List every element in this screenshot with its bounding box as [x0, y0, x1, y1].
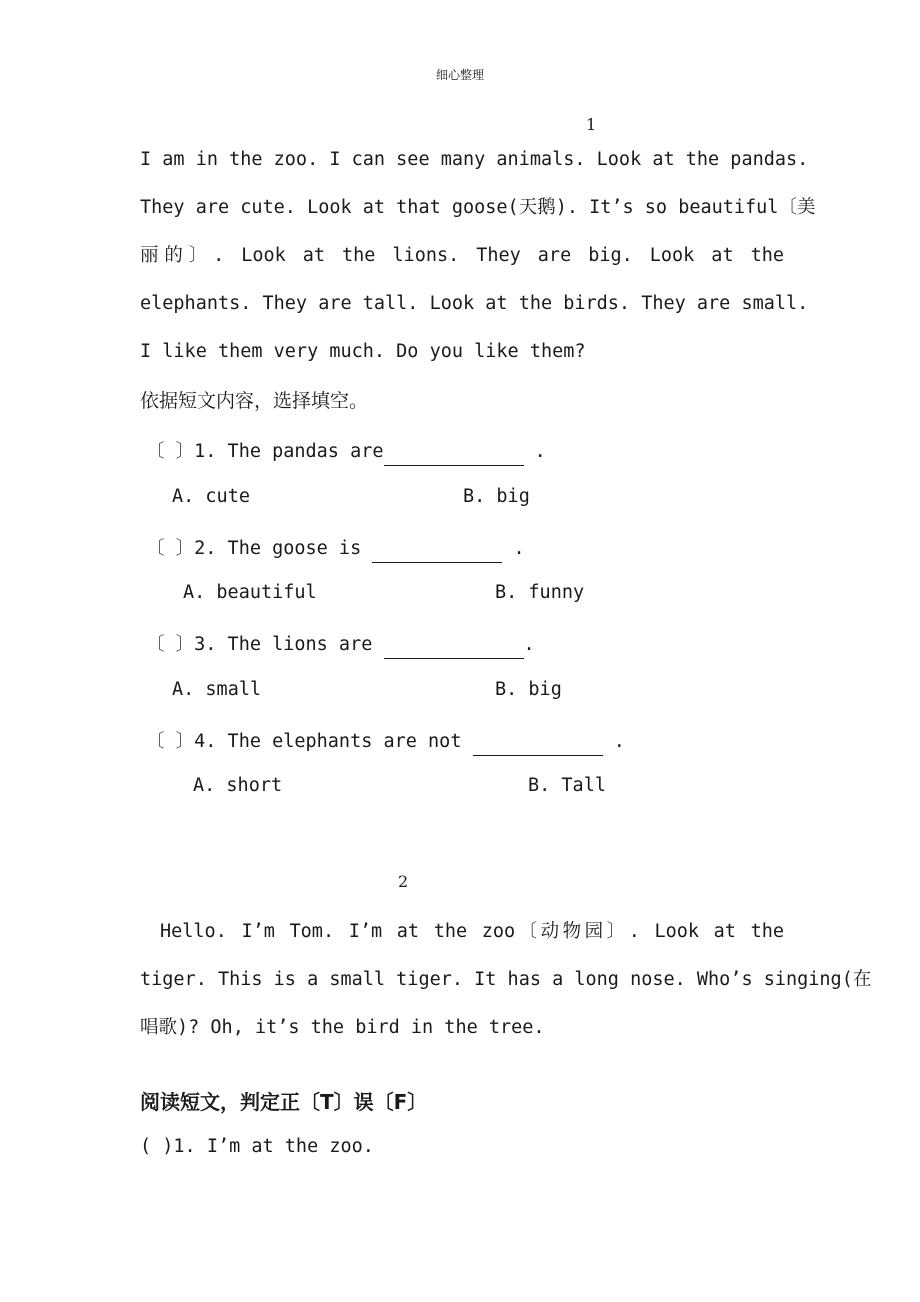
question-3	[146, 630, 535, 659]
question-end: .	[523, 634, 535, 655]
answer-bracket[interactable]: 〔 〕	[146, 731, 195, 752]
question-end: .	[534, 441, 546, 462]
passage-1	[140, 136, 816, 376]
fill-blank[interactable]	[384, 637, 524, 659]
fill-blank[interactable]	[473, 734, 603, 756]
section-number-1: 1	[586, 115, 597, 134]
passage-1-line: I like them very much. Do you like them?	[140, 341, 586, 362]
option-b[interactable]: B. funny	[495, 582, 585, 603]
question-end: .	[513, 538, 525, 559]
passage-2	[140, 908, 872, 1052]
true-false-item[interactable]: ( )1. I’m at the zoo.	[140, 1136, 374, 1157]
answer-bracket[interactable]: 〔 〕	[146, 634, 195, 655]
fill-blank[interactable]	[372, 541, 502, 563]
option-b[interactable]: B. big	[495, 679, 562, 700]
passage-1-line: 丽的〕. Look at the lions. They are big. Look at the	[140, 245, 784, 266]
question-end: .	[613, 731, 625, 752]
section-2-heading: 阅读短文，判定正〔T〕误〔F〕	[140, 1090, 428, 1114]
question-text: 3. The lions are	[194, 634, 373, 655]
passage-2-line: 唱歌)? Oh, it’s the bird in the tree.	[140, 1017, 545, 1038]
question-1	[146, 437, 546, 466]
option-a[interactable]: A. beautiful	[183, 582, 317, 603]
instruction-1: 依据短文内容，选择填空。	[140, 390, 369, 412]
passage-2-line: Hello. I’m Tom. I’m at the zoo〔动物园〕. Look at the	[160, 921, 784, 942]
answer-bracket[interactable]: 〔 〕	[146, 441, 195, 462]
option-a[interactable]: A. small	[172, 679, 262, 700]
passage-2-line: tiger. This is a small tiger. It has a long nose. Who’s singing(在	[140, 969, 872, 990]
option-b[interactable]: B. Tall	[528, 775, 606, 796]
question-text: 4. The elephants are not	[194, 731, 462, 752]
question-text: 1. The pandas are	[194, 441, 384, 462]
option-a[interactable]: A. cute	[172, 486, 250, 507]
question-2	[146, 534, 525, 563]
answer-bracket[interactable]: 〔 〕	[146, 538, 195, 559]
passage-1-line: They are cute. Look at that goose(天鹅). It’s so beautiful〔美	[140, 197, 816, 218]
passage-1-line: I am in the zoo. I can see many animals. Look at the pandas.	[140, 149, 809, 170]
section-number-2: 2	[398, 872, 409, 891]
passage-1-line: elephants. They are tall. Look at the birds. They are small.	[140, 293, 809, 314]
option-b[interactable]: B. big	[463, 486, 530, 507]
page-header: 细心整理	[435, 68, 484, 82]
question-text: 2. The goose is	[194, 538, 362, 559]
option-a[interactable]: A. short	[193, 775, 283, 796]
fill-blank[interactable]	[384, 444, 524, 466]
question-4	[146, 727, 625, 756]
